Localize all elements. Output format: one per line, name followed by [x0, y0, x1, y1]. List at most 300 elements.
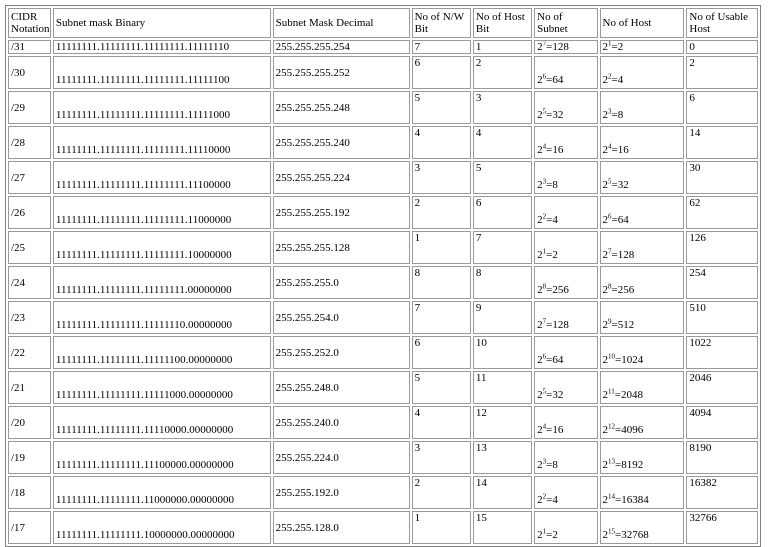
binary-mask-cell — [53, 161, 271, 194]
subnets-value: 16 — [552, 144, 564, 156]
table-body — [8, 40, 758, 544]
table-row — [8, 266, 758, 299]
nw-bit-cell — [412, 441, 471, 474]
usable-hosts-cell — [686, 161, 758, 194]
host-bit-cell — [473, 40, 532, 54]
subnets-cell — [534, 406, 597, 439]
header-hosts: No of Host — [600, 8, 685, 38]
subnets-exponent: 6 — [542, 72, 547, 81]
host-bit-value: 6 — [475, 197, 482, 209]
cidr-cell — [8, 56, 51, 89]
hosts-cell — [600, 91, 685, 124]
subnets-value: 2 — [552, 529, 558, 541]
hosts-value: 4 — [617, 74, 624, 86]
equals-sign: = — [546, 389, 553, 401]
nw-bit-cell — [412, 476, 471, 509]
host-bit-cell — [473, 441, 532, 474]
host-bit-value: 15 — [475, 512, 487, 524]
subnets-value: 128 — [552, 319, 569, 331]
cidr-value: /27 — [11, 171, 26, 184]
hosts-cell — [600, 231, 685, 264]
hosts-exponent: 8 — [608, 282, 612, 291]
hosts-base: 2 — [602, 494, 609, 506]
table-row — [8, 371, 758, 404]
usable-hosts-value: 32766 — [689, 512, 717, 524]
cidr-cell — [8, 266, 51, 299]
decimal-mask-value: 255.255.255.254 — [275, 41, 350, 53]
binary-mask-value: 11111111.11111111.11110000.00000000 — [55, 424, 234, 436]
subnets-exponent: 3 — [542, 177, 547, 186]
hosts-base: 2 — [602, 389, 609, 401]
hosts-exponent: 15 — [608, 527, 616, 536]
hosts-base: 2 — [602, 354, 609, 366]
equals-sign: = — [611, 249, 618, 261]
table-row — [8, 336, 758, 369]
hosts-value: 4096 — [621, 424, 644, 436]
cidr-value: /26 — [11, 206, 26, 219]
table-row — [8, 196, 758, 229]
subnets-cell — [534, 336, 597, 369]
subnets-cell — [534, 161, 597, 194]
cidr-cell — [8, 40, 51, 54]
subnets-cell — [534, 231, 597, 264]
usable-hosts-value: 510 — [689, 302, 706, 314]
binary-mask-value: 11111111.11111111.11111111.11110000 — [55, 144, 231, 156]
binary-mask-value: 11111111.11111111.11111111.00000000 — [55, 284, 232, 296]
subnets-value: 256 — [552, 284, 569, 296]
usable-hosts-value: 8190 — [689, 442, 712, 454]
nw-bit-value: 5 — [414, 372, 421, 384]
nw-bit-cell — [412, 266, 471, 299]
decimal-mask-value: 255.255.240.0 — [275, 416, 339, 429]
nw-bit-value: 8 — [414, 267, 421, 279]
cidr-value: /31 — [11, 41, 26, 53]
host-bit-cell — [473, 301, 532, 334]
host-bit-value: 8 — [475, 267, 482, 279]
equals-sign: = — [546, 249, 553, 261]
hosts-exponent: 5 — [608, 177, 612, 186]
binary-mask-cell — [53, 91, 271, 124]
table-row — [8, 161, 758, 194]
hosts-base: 2 — [602, 319, 609, 331]
subnets-exponent: 6 — [542, 352, 547, 361]
header-cidr: CIDR Notation — [8, 8, 51, 38]
usable-hosts-value: 2046 — [689, 372, 712, 384]
subnets-cell — [534, 196, 597, 229]
hosts-cell — [600, 336, 685, 369]
subnets-base: 2 — [537, 494, 543, 506]
nw-bit-value: 4 — [414, 127, 421, 139]
usable-hosts-value: 6 — [689, 92, 695, 104]
cidr-value: /22 — [11, 346, 26, 359]
subnets-exponent: 3 — [542, 457, 547, 466]
hosts-value: 32768 — [621, 529, 649, 541]
nw-bit-cell — [412, 56, 471, 89]
usable-hosts-cell — [686, 476, 758, 509]
nw-bit-cell — [412, 231, 471, 264]
subnets-cell — [534, 371, 597, 404]
hosts-base: 2 — [602, 74, 609, 86]
subnets-base: 2 — [537, 424, 543, 436]
nw-bit-cell — [412, 196, 471, 229]
subnets-base: 2 — [537, 284, 543, 296]
host-bit-cell — [473, 336, 532, 369]
usable-hosts-cell — [686, 301, 758, 334]
hosts-cell — [600, 40, 685, 54]
subnets-exponent: 4 — [542, 142, 547, 151]
binary-mask-value: 11111111.11111111.11111111.11111000 — [55, 109, 230, 121]
table-row — [8, 40, 758, 54]
hosts-cell — [600, 406, 685, 439]
binary-mask-value: 11111111.11111111.11111000.00000000 — [55, 389, 233, 401]
usable-hosts-cell — [686, 40, 758, 54]
cidr-value: /21 — [11, 381, 26, 394]
host-bit-value: 14 — [475, 477, 487, 489]
cidr-value: /28 — [11, 136, 26, 149]
subnets-base: 2 — [537, 459, 543, 471]
equals-sign: = — [546, 459, 553, 471]
host-bit-cell — [473, 161, 532, 194]
usable-hosts-cell — [686, 126, 758, 159]
hosts-exponent: 1 — [608, 40, 612, 48]
header-row — [8, 8, 758, 38]
binary-mask-cell — [53, 301, 271, 334]
hosts-cell — [600, 126, 685, 159]
binary-mask-cell — [53, 56, 271, 89]
equals-sign: = — [615, 354, 622, 366]
decimal-mask-cell — [273, 406, 410, 439]
subnets-cell — [534, 441, 597, 474]
header-binary: Subnet mask Binary — [53, 8, 271, 38]
decimal-mask-value: 255.255.128.0 — [275, 521, 339, 534]
hosts-base: 2 — [602, 214, 609, 226]
hosts-value: 32 — [617, 179, 629, 191]
equals-sign: = — [615, 459, 622, 471]
usable-hosts-value: 2 — [689, 57, 695, 69]
decimal-mask-cell — [273, 91, 410, 124]
equals-sign: = — [615, 529, 622, 541]
hosts-exponent: 2 — [608, 72, 612, 81]
binary-mask-cell — [53, 336, 271, 369]
nw-bit-value: 2 — [414, 477, 421, 489]
decimal-mask-cell — [273, 266, 410, 299]
binary-mask-value: 11111111.11111111.11000000.00000000 — [55, 494, 235, 506]
decimal-mask-value: 255.255.224.0 — [275, 451, 339, 464]
decimal-mask-cell — [273, 301, 410, 334]
subnets-value: 64 — [552, 354, 564, 366]
usable-hosts-value: 30 — [689, 162, 701, 174]
hosts-cell — [600, 371, 685, 404]
binary-mask-value: 11111111.11111111.11111111.11100000 — [55, 179, 231, 191]
hosts-exponent: 11 — [608, 387, 615, 396]
hosts-value: 256 — [617, 284, 635, 296]
equals-sign: = — [615, 424, 622, 436]
cidr-value: /19 — [11, 451, 26, 464]
header-decimal: Subnet Mask Decimal — [273, 8, 410, 38]
hosts-exponent: 10 — [608, 352, 616, 361]
hosts-exponent: 13 — [608, 457, 616, 466]
decimal-mask-cell — [273, 196, 410, 229]
decimal-mask-value: 255.255.254.0 — [275, 311, 339, 324]
hosts-value: 16384 — [621, 494, 649, 506]
subnets-base: 2 — [537, 249, 543, 261]
equals-sign: = — [546, 284, 553, 296]
host-bit-value: 11 — [475, 372, 487, 384]
hosts-exponent: 4 — [608, 142, 612, 151]
host-bit-value: 3 — [475, 92, 482, 104]
nw-bit-cell — [412, 91, 471, 124]
subnets-base: 2 — [537, 74, 543, 86]
cidr-cell — [8, 161, 51, 194]
equals-sign: = — [611, 74, 618, 86]
host-bit-value: 10 — [475, 337, 487, 349]
subnets-base: 2 — [537, 214, 543, 226]
cidr-value: /24 — [11, 276, 26, 289]
nw-bit-cell — [412, 40, 471, 54]
usable-hosts-value: 0 — [689, 41, 695, 53]
equals-sign: = — [611, 214, 618, 226]
cidr-value: /17 — [11, 521, 26, 534]
cidr-cell — [8, 336, 51, 369]
binary-mask-value: 11111111.11111111.11111111.11000000 — [55, 214, 232, 226]
usable-hosts-cell — [686, 91, 758, 124]
cidr-value: /23 — [11, 311, 26, 324]
hosts-exponent: 14 — [608, 492, 616, 501]
nw-bit-cell — [412, 406, 471, 439]
cidr-value: /25 — [11, 241, 26, 254]
hosts-cell — [600, 196, 685, 229]
subnets-cell — [534, 56, 597, 89]
table-row — [8, 441, 758, 474]
subnets-exponent: 7 — [542, 40, 547, 48]
equals-sign: = — [546, 144, 553, 156]
decimal-mask-value: 255.255.255.192 — [275, 206, 350, 219]
subnet-table — [5, 5, 761, 547]
decimal-mask-value: 255.255.255.252 — [275, 66, 350, 79]
subnets-value: 4 — [552, 494, 558, 506]
cidr-cell — [8, 196, 51, 229]
hosts-value: 2048 — [621, 389, 644, 401]
nw-bit-value: 1 — [414, 512, 421, 524]
decimal-mask-value: 255.255.248.0 — [275, 381, 339, 394]
hosts-base: 2 — [602, 249, 609, 261]
hosts-value: 16 — [617, 144, 629, 156]
table-row — [8, 126, 758, 159]
hosts-cell — [600, 56, 685, 89]
usable-hosts-value: 126 — [689, 232, 706, 244]
equals-sign: = — [546, 354, 553, 366]
nw-bit-cell — [412, 161, 471, 194]
host-bit-cell — [473, 266, 532, 299]
usable-hosts-value: 4094 — [689, 407, 712, 419]
cidr-value: /29 — [11, 101, 26, 114]
subnets-value: 4 — [552, 214, 558, 226]
subnet-table-container — [5, 5, 761, 547]
subnets-value: 2 — [552, 249, 558, 261]
equals-sign: = — [611, 319, 618, 331]
host-bit-cell — [473, 406, 532, 439]
subnets-value: 32 — [552, 389, 564, 401]
hosts-base: 2 — [602, 179, 609, 191]
subnets-exponent: 5 — [542, 107, 547, 116]
binary-mask-cell — [53, 406, 271, 439]
nw-bit-cell — [412, 371, 471, 404]
host-bit-cell — [473, 126, 532, 159]
hosts-exponent: 12 — [608, 422, 616, 431]
cidr-cell — [8, 371, 51, 404]
binary-mask-value: 11111111.11111111.11111111.11111100 — [55, 74, 230, 86]
binary-mask-cell — [53, 40, 271, 54]
equals-sign: = — [611, 109, 618, 121]
usable-hosts-value: 254 — [689, 267, 706, 279]
hosts-value: 128 — [617, 249, 635, 261]
subnets-base: 2 — [537, 144, 543, 156]
host-bit-cell — [473, 231, 532, 264]
hosts-exponent: 3 — [608, 107, 612, 116]
hosts-base: 2 — [602, 109, 609, 121]
subnets-cell — [534, 91, 597, 124]
decimal-mask-cell — [273, 336, 410, 369]
subnets-value: 32 — [552, 109, 564, 121]
binary-mask-cell — [53, 126, 271, 159]
decimal-mask-cell — [273, 56, 410, 89]
hosts-value: 1024 — [621, 354, 644, 366]
nw-bit-value: 7 — [414, 302, 421, 314]
header-host-bit: No of Host Bit — [473, 8, 532, 38]
equals-sign: = — [546, 494, 553, 506]
host-bit-cell — [473, 91, 532, 124]
subnets-exponent: 4 — [542, 422, 547, 431]
subnets-exponent: 1 — [542, 247, 547, 256]
usable-hosts-cell — [686, 266, 758, 299]
hosts-base: 2 — [602, 529, 609, 541]
subnets-value: 8 — [552, 179, 558, 191]
decimal-mask-value: 255.255.255.240 — [275, 136, 350, 149]
decimal-mask-value: 255.255.252.0 — [275, 346, 339, 359]
hosts-exponent: 7 — [608, 247, 612, 256]
subnets-exponent: 7 — [542, 317, 547, 326]
cidr-cell — [8, 231, 51, 264]
cidr-value: /30 — [11, 66, 26, 79]
host-bit-cell — [473, 56, 532, 89]
usable-hosts-cell — [686, 231, 758, 264]
cidr-value: /18 — [11, 486, 26, 499]
binary-mask-cell — [53, 196, 271, 229]
table-row — [8, 301, 758, 334]
decimal-mask-cell — [273, 441, 410, 474]
hosts-value: 64 — [617, 214, 629, 226]
equals-sign: = — [546, 424, 553, 436]
hosts-value: 8 — [617, 109, 624, 121]
binary-mask-cell — [53, 476, 271, 509]
cidr-cell — [8, 406, 51, 439]
subnets-cell — [534, 301, 597, 334]
header-subnets: No of Subnet — [534, 8, 597, 38]
nw-bit-value: 6 — [414, 57, 421, 69]
table-row — [8, 56, 758, 89]
binary-mask-value: 11111111.11111111.11100000.00000000 — [55, 459, 234, 471]
decimal-mask-cell — [273, 126, 410, 159]
decimal-mask-value: 255.255.255.0 — [275, 276, 339, 289]
subnets-exponent: 8 — [542, 282, 547, 291]
binary-mask-value: 11111111.11111111.11111110.00000000 — [55, 319, 233, 331]
usable-hosts-cell — [686, 406, 758, 439]
equals-sign: = — [611, 41, 618, 53]
nw-bit-value: 2 — [414, 197, 421, 209]
hosts-base: 2 — [602, 459, 609, 471]
subnets-base: 2 — [537, 529, 543, 541]
host-bit-cell — [473, 196, 532, 229]
usable-hosts-cell — [686, 371, 758, 404]
host-bit-value: 12 — [475, 407, 487, 419]
subnets-base: 2 — [537, 179, 543, 191]
cidr-value: /20 — [11, 416, 26, 429]
host-bit-value: 2 — [475, 57, 482, 69]
hosts-base: 2 — [602, 284, 609, 296]
host-bit-value: 9 — [475, 302, 482, 314]
host-bit-value: 1 — [475, 41, 482, 53]
hosts-value: 512 — [617, 319, 635, 331]
nw-bit-value: 1 — [414, 232, 421, 244]
hosts-base: 2 — [602, 424, 609, 436]
equals-sign: = — [546, 41, 553, 53]
nw-bit-cell — [412, 301, 471, 334]
equals-sign: = — [611, 179, 618, 191]
binary-mask-cell — [53, 441, 271, 474]
binary-mask-cell — [53, 266, 271, 299]
nw-bit-value: 3 — [414, 162, 421, 174]
subnets-base: 2 — [537, 354, 543, 366]
equals-sign: = — [546, 529, 553, 541]
binary-mask-value: 11111111.11111111.10000000.00000000 — [55, 529, 235, 541]
hosts-value: 2 — [617, 41, 624, 53]
host-bit-value: 7 — [475, 232, 482, 244]
nw-bit-value: 7 — [414, 41, 421, 53]
decimal-mask-value: 255.255.255.224 — [275, 171, 350, 184]
hosts-value: 8192 — [621, 459, 644, 471]
cidr-cell — [8, 126, 51, 159]
host-bit-value: 5 — [475, 162, 482, 174]
decimal-mask-cell — [273, 476, 410, 509]
host-bit-cell — [473, 371, 532, 404]
equals-sign: = — [546, 74, 553, 86]
subnets-cell — [534, 40, 597, 54]
hosts-cell — [600, 476, 685, 509]
nw-bit-cell — [412, 126, 471, 159]
decimal-mask-value: 255.255.255.248 — [275, 101, 350, 114]
binary-mask-value: 11111111.11111111.11111111.11111110 — [55, 41, 230, 53]
equals-sign: = — [611, 284, 618, 296]
table-row — [8, 91, 758, 124]
hosts-base: 2 — [602, 41, 609, 53]
equals-sign: = — [615, 494, 622, 506]
decimal-mask-cell — [273, 40, 410, 54]
subnets-cell — [534, 126, 597, 159]
hosts-exponent: 6 — [608, 212, 612, 221]
nw-bit-value: 6 — [414, 337, 421, 349]
decimal-mask-value: 255.255.255.128 — [275, 241, 350, 254]
header-usable-hosts: No of Usable Host — [686, 8, 758, 38]
cidr-cell — [8, 91, 51, 124]
usable-hosts-value: 1022 — [689, 337, 712, 349]
subnets-value: 8 — [552, 459, 558, 471]
hosts-base: 2 — [602, 144, 609, 156]
equals-sign: = — [614, 389, 622, 401]
usable-hosts-cell — [686, 336, 758, 369]
binary-mask-value: 11111111.11111111.11111100.00000000 — [55, 354, 233, 366]
binary-mask-value: 11111111.11111111.11111111.10000000 — [55, 249, 232, 261]
subnets-base: 2 — [537, 319, 543, 331]
